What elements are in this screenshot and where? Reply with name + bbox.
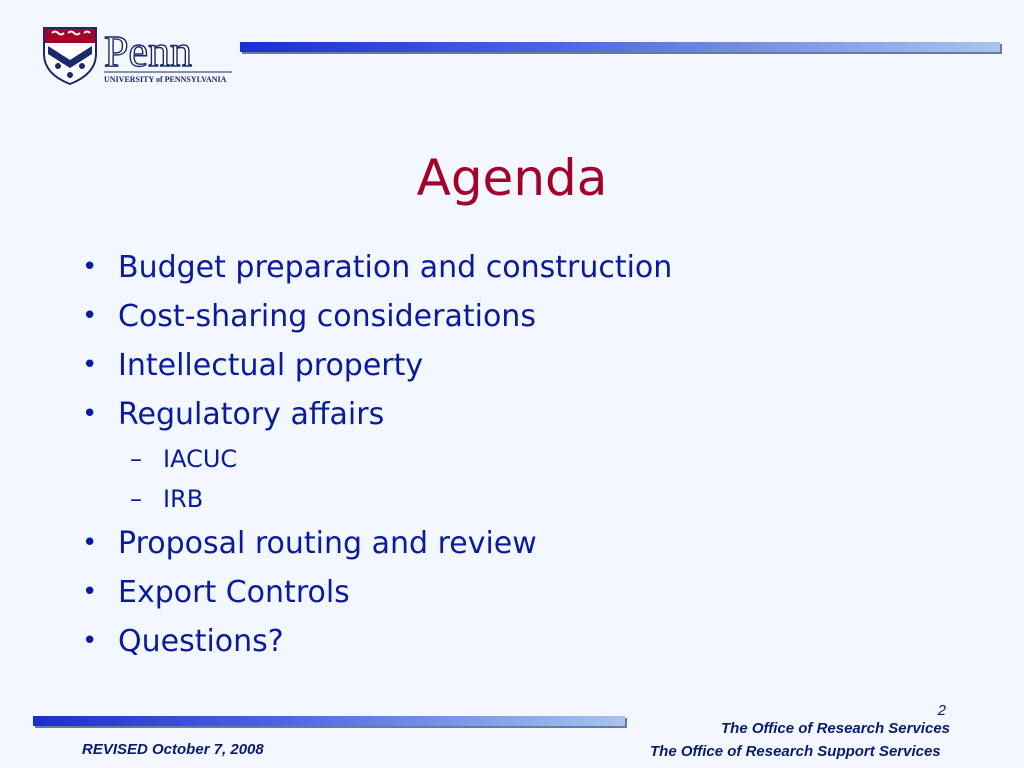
agenda-item [80,390,980,439]
bullet-icon: • [82,252,98,282]
agenda-item [80,519,980,568]
agenda-item [80,568,980,617]
bullet-icon: • [82,626,98,656]
agenda-list [80,243,980,666]
agenda-item-text: Cost-sharing considerations [118,299,536,334]
page-number: 2 [937,702,946,719]
agenda-subitem-text: IRB [163,485,204,513]
agenda-item-text: Regulatory affairs [118,397,385,432]
bullet-icon: • [82,350,98,380]
bullet-icon: • [82,577,98,607]
bullet-icon: • [82,528,98,558]
header-rule [240,42,1000,52]
agenda-item [80,292,980,341]
agenda-subitem [80,439,980,479]
penn-logo [40,24,235,88]
agenda-item-text: Export Controls [118,575,350,610]
dash-icon: – [130,485,142,513]
agenda-subitem [80,479,980,519]
agenda-item-text: Intellectual property [118,348,424,383]
footer-rule [33,716,625,726]
agenda-item [80,617,980,666]
agenda-item [80,341,980,390]
bullet-icon: • [82,399,98,429]
penn-shield-icon [40,24,235,88]
bullet-icon: • [82,301,98,331]
agenda-item-text: Budget preparation and construction [118,250,673,285]
agenda-item-text: Proposal routing and review [118,526,537,561]
svg-text:Penn: Penn [104,27,192,76]
agenda-item [80,243,980,292]
office-name-1: The Office of Research Services [721,720,950,737]
revised-date: REVISED October 7, 2008 [82,741,264,758]
agenda-subitem-text: IACUC [163,445,238,473]
agenda-item-text: Questions? [118,624,284,659]
slide-title: Agenda [416,149,608,207]
office-name-2: The Office of Research Support Services [650,743,941,760]
dash-icon: – [130,445,142,473]
svg-text:UNIVERSITY of PENNSYLVANIA: UNIVERSITY of PENNSYLVANIA [104,75,227,84]
